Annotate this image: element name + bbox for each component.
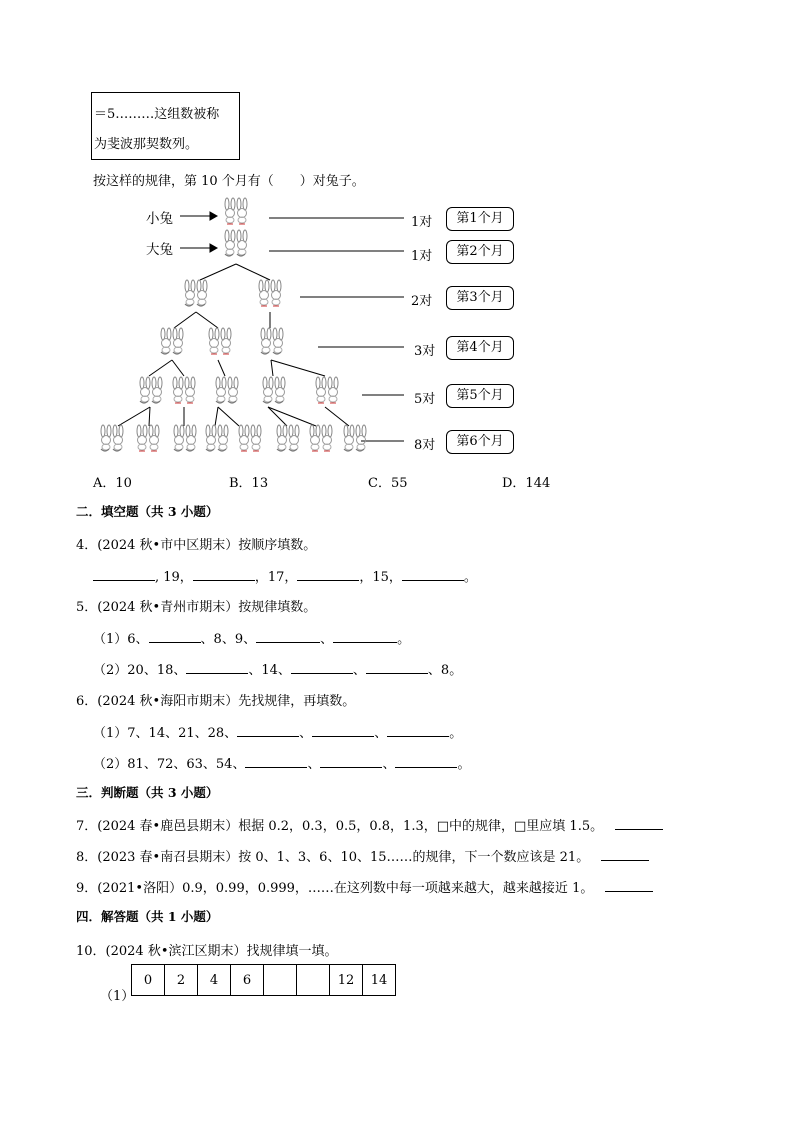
answer-blank[interactable] [333, 630, 397, 643]
month-6-box: 第6个月 [446, 430, 514, 454]
q5-text: （1）6、 [93, 632, 149, 647]
month-2-box: 第2个月 [446, 240, 514, 264]
question-3-text: 按这样的规律，第 10 个月有（ ）对兔子。 [93, 174, 365, 189]
answer-blank[interactable] [237, 724, 299, 737]
sequence-cell: 6 [231, 965, 264, 996]
pairs-month-1: 1对 [411, 215, 433, 230]
q6-text: （1）7、14、21、28、 [93, 726, 238, 741]
section-3-heading: 三．判断题（共 3 小题） [76, 785, 219, 800]
sequence-cell: 12 [330, 965, 363, 996]
sequence-cell: 14 [363, 965, 396, 996]
q6-text: 。 [449, 726, 463, 741]
big-rabbit-label: 大兔 [146, 242, 173, 258]
q5-text: （2）20、18、 [93, 663, 187, 678]
question-10-stem: 10．(2024 秋•滨江区期末）找规律填一填。 [76, 944, 338, 959]
sequence-cell: 0 [132, 965, 165, 996]
q6-text: 、 [307, 757, 321, 772]
sequence-table [131, 964, 396, 996]
question-9 [76, 877, 653, 896]
answer-blank[interactable] [615, 817, 663, 830]
question-6-part-2 [93, 753, 471, 772]
answer-blank[interactable] [149, 630, 201, 643]
q5-text: 、 [320, 632, 334, 647]
month-4-box: 第4个月 [446, 336, 514, 360]
section-4-heading: 四．解答题（共 1 小题） [76, 909, 219, 924]
q6-text: 。 [457, 757, 471, 772]
option-a: A．10 [93, 476, 132, 491]
sequence-cell: 2 [165, 965, 198, 996]
month-5-box: 第5个月 [446, 384, 514, 408]
answer-blank[interactable] [366, 661, 428, 674]
box-line-2: 为斐波那契数列。 [94, 137, 199, 152]
question-5-part-2 [93, 659, 462, 678]
box-line-1: ＝5………这组数被称 [94, 107, 220, 122]
month-3-box: 第3个月 [446, 286, 514, 310]
question-4-blanks [93, 566, 477, 585]
q6-text: 、 [382, 757, 396, 772]
q4-text: ，17， [254, 570, 298, 585]
answer-blank[interactable] [297, 568, 359, 581]
q8-text: 8．(2023 春•南召县期末）按 0、1、3、6、10、15……的规律，下一个数应该是 21。 [76, 850, 590, 865]
answer-blank[interactable] [395, 755, 457, 768]
answer-blank[interactable] [193, 568, 255, 581]
pairs-month-5: 5对 [414, 392, 436, 407]
pairs-month-2: 1对 [411, 249, 433, 264]
answer-blank[interactable] [601, 848, 649, 861]
sequence-cell: 4 [198, 965, 231, 996]
q4-text: ，15， [359, 570, 402, 585]
question-5-stem: 5．(2024 秋•青州市期末）按规律填数。 [76, 600, 317, 615]
answer-blank[interactable] [312, 724, 374, 737]
q7-text: 7．(2024 春•鹿邑县期末）根据 0.2，0.3，0.5，0.8，1.3，□中的规律，□里应填 1.5。 [76, 819, 604, 834]
question-8 [76, 846, 649, 865]
answer-blank[interactable] [256, 630, 320, 643]
q6-text: 、 [374, 726, 388, 741]
section-2-heading: 二．填空题（共 3 小题） [76, 504, 219, 519]
q6-text: 、 [299, 726, 313, 741]
pairs-month-3: 2对 [411, 294, 433, 309]
answer-blank[interactable] [402, 568, 464, 581]
answer-blank[interactable] [245, 755, 307, 768]
pairs-month-6: 8对 [414, 438, 436, 453]
q5-text: 、 [352, 663, 366, 678]
small-rabbit-label: 小兔 [146, 211, 173, 227]
option-d: D．144 [502, 476, 551, 491]
question-4-stem: 4．(2024 秋•市中区期末）按顺序填数。 [76, 538, 317, 553]
question-6-stem: 6．(2024 秋•海阳市期末）先找规律，再填数。 [76, 694, 356, 709]
option-c: C．55 [368, 476, 408, 491]
question-7 [76, 815, 663, 834]
answer-blank[interactable] [93, 568, 155, 581]
q5-text: 、8、9、 [200, 632, 257, 647]
answer-blank[interactable] [387, 724, 449, 737]
answer-blank[interactable] [291, 661, 353, 674]
pairs-month-4: 3对 [414, 344, 436, 359]
sequence-blank-cell[interactable] [264, 965, 297, 996]
question-10-part-1-label: （1） [100, 989, 135, 1004]
q5-text: 。 [397, 632, 411, 647]
q6-text: （2）81、72、63、54、 [93, 757, 246, 772]
question-6-part-1 [93, 722, 462, 741]
q4-text: , 19， [155, 570, 193, 585]
option-b: B．13 [229, 476, 269, 491]
q5-text: 、8。 [427, 663, 463, 678]
q9-text: 9．(2021•洛阳）0.9，0.99，0.999，……在这列数中每一项越来越大，越来越接近 1。 [76, 881, 594, 896]
answer-blank[interactable] [320, 755, 382, 768]
q5-text: 、14、 [248, 663, 291, 678]
answer-blank[interactable] [605, 879, 653, 892]
sequence-blank-cell[interactable] [297, 965, 330, 996]
month-1-box: 第1个月 [446, 207, 514, 231]
q4-text: 。 [463, 570, 477, 585]
answer-blank[interactable] [186, 661, 248, 674]
question-5-part-1 [93, 628, 410, 647]
